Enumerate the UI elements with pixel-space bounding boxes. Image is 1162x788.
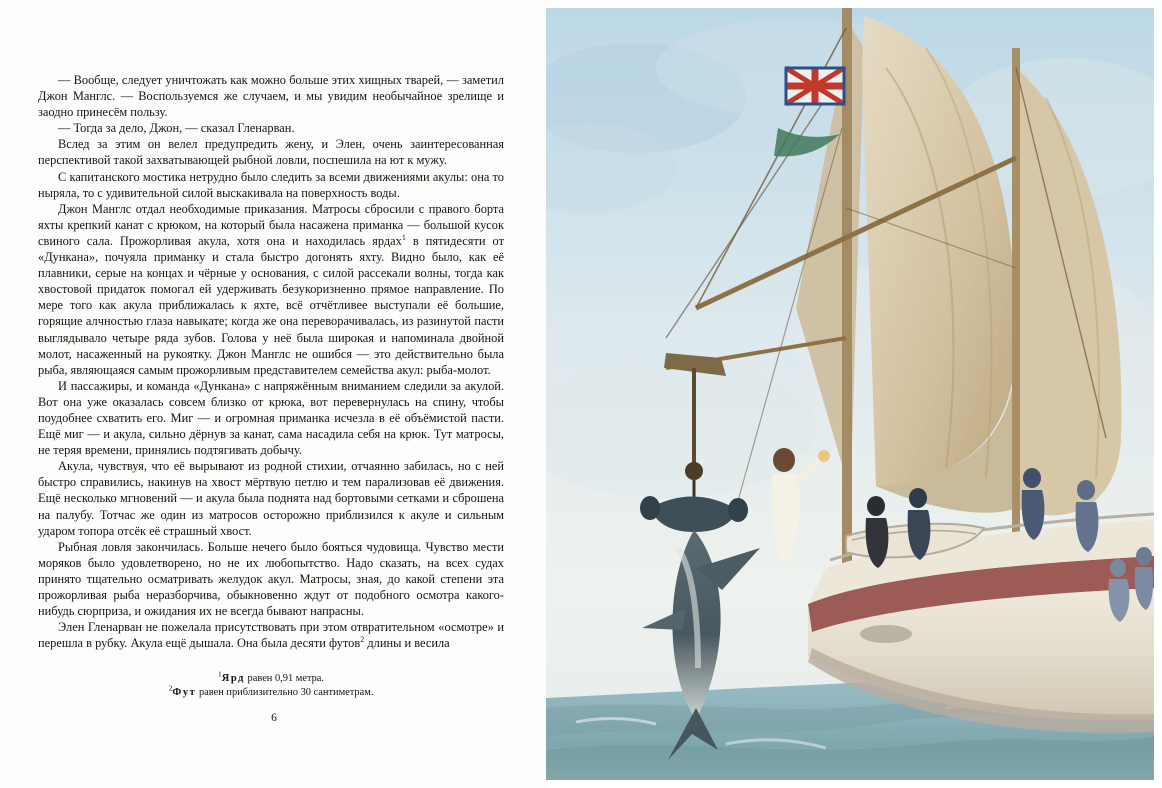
footnote-marker: 1 <box>217 669 222 679</box>
paragraph <box>38 201 504 378</box>
footnote-reference: 1 <box>401 232 406 242</box>
paragraph: Вслед за этим он велел предупредить жену, и Элен, очень заинтересованная перспективой такой захватывающей рыбной ловли, поспешила на ют к мужу. <box>38 137 504 168</box>
paragraph: Элен Гленарван не пожелала присутствовать при этом отвратительном «осмотре» и перешла в рубку. Акула ещё дышала. Она была десяти футов$^2$ длины и весила <box>38 620 504 651</box>
paragraph: Рыбная ловля закончилась. Больше нечего было бояться чудовища. Чувство мести моряков было удовлетворено, но не их любопытство. Надо сказать, на всех судах принято тщательно осматривать желудок акул. Матросы, зная, до какой степени эта прожорливая рыба неразборчива, обыкновенно ждут от подобного осмотра какого-нибудь сюрприза, и ожидания их не всегда бывают напрасны. <box>38 539 504 619</box>
footnote <box>38 683 504 700</box>
footnote-term: Ярд <box>221 673 245 684</box>
paragraph: И пассажиры, и команда «Дункана» с напряжённым вниманием следили за акулой. Вот она уже оказалась совсем близко от крюка, вот перевернулась на спину, чтобы поудобнее схватить его. Миг — и огромная приманка исчезла в её объёмистой пасти. Ещё миг — и акула, сильно дёрнув за канат, сама насадила себя на крюк. Тут матросы, не теряя времени, принялись подтягивать добычу. <box>38 378 504 458</box>
hull-name-plate <box>860 625 912 643</box>
hoist-block <box>685 462 703 480</box>
paragraph-text: Джон Манглс отдал необходимые приказания. Матросы сбросили с правого борта яхты крепкий канат с крюком, на который была насажена приманка — большой кусок свиного сала. Прожорливая акула, хотя она и находилась ярдах$^1$ в пятидесяти от «Дункана», почуяла приманку и стала быстро догонять яхту. Видно было, как её плавники, серые на концах и чёрные у основания, с силой рассекали волны, тогда как хвостовой придаток помогал ей удерживать безукоризненно прямое направление. По мере того как акула приближалась к яхте, всё отчётливее выступали её большие, горящие алчностью глаза навыкате; когда же она переворачивалась, из разинутой пасти выглядывало четыре ряда зубов. Голова у неё была широкая и напоминала двойной молот, насаженный на рукоятку. Джон Манглс не ошибся — это действительно была рыба, являющаяся самым прожорливым представителем семейства акул: рыба-молот. <box>38 201 505 377</box>
footnote-text: равен 0,91 метра. <box>247 673 325 684</box>
right-page <box>546 8 1154 780</box>
footnote-reference: 2 <box>360 635 365 645</box>
union-flag <box>786 68 844 104</box>
paragraph: — Вообще, следует уничтожать как можно больше этих хищных тварей, — заметил Джон Манглс. — Воспользуемся же случаем, и мы увидим необычайное зрелище и заодно принесём пользу. <box>38 73 504 120</box>
left-page <box>0 0 548 788</box>
footnote-text: равен приблизительно 30 сантиметрам. <box>198 687 374 698</box>
paragraph: — Тогда за дело, Джон, — сказал Гленарван. <box>58 121 295 136</box>
fore-mast <box>1012 48 1020 548</box>
footnote-term: Фут <box>172 687 197 698</box>
page-number: 6 <box>271 712 277 724</box>
watercolour-illustration-shark-catch <box>546 8 1154 780</box>
body-text-column <box>38 72 504 651</box>
footnote <box>38 669 504 686</box>
paragraph: Акула, чувствуя, что её вырывают из родной стихии, отчаянно забилась, но с ней быстро справились, накинув на хвост мёртвую петлю и тем парализовав её движения. Ещё несколько мгновений — и акула была поднята над бортовыми сетками и сброшена на палубу. Тотчас же один из матросов осторожно приблизился к акуле и сильным ударом топора отсёк её страшный хвост. <box>38 459 504 538</box>
footnote-marker: 2 <box>168 683 173 693</box>
hoist-rope <box>692 368 696 468</box>
footnotes-block <box>38 669 504 700</box>
paragraph: С капитанского мостика нетрудно было следить за всеми движениями акулы: она то ныряла, то с удивительной силой выскакивала на поверхность воды. <box>38 169 504 200</box>
